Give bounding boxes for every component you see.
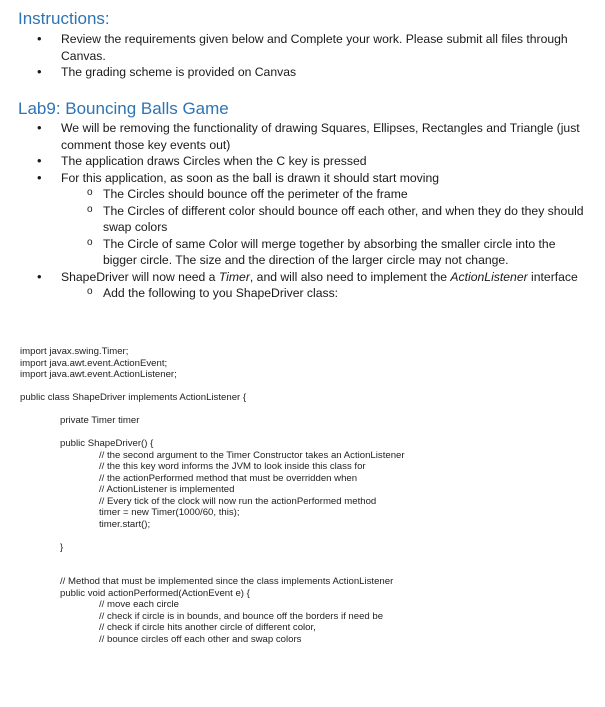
code-line-comment: // check if circle hits another circle of different color, (99, 622, 316, 633)
code-line-timer-field: private Timer timer (60, 415, 140, 426)
code-line-comment: // the actionPerformed method that must be overridden when (99, 472, 358, 484)
code-blank (20, 381, 600, 393)
instructions-bullet-1: • Review the requirements given below and Complete your work. Please submit all files through Canvas. (0, 31, 590, 64)
code-line-timer-start: timer.start(); (99, 518, 151, 530)
subreq-merge-same-color: o The Circle of same Color will merge together by absorbing the smaller circle into the bigger circle. The size and the direction of the larger circle may not change. (0, 236, 590, 269)
timer-text-mid: , and will also need to implement the (249, 269, 451, 284)
requirement-ball-moving: • For this application, as soon as the ball is drawn it should start moving (0, 170, 590, 187)
instructions-bullet-2: • The grading scheme is provided on Canvas (0, 64, 590, 81)
subreq-bounce-perimeter: o The Circles should bounce off the perimeter of the frame (0, 186, 590, 203)
code-blank (20, 404, 600, 416)
code-line-constructor: public ShapeDriver() { (60, 438, 154, 449)
lab-heading: Lab9: Bouncing Balls Game (18, 99, 229, 118)
code-line-comment: // check if circle is in bounds, and bounce off the borders if need be (99, 610, 384, 622)
instructions-list (0, 31, 590, 81)
code-line-class-declaration: public class ShapeDriver implements ActionListener { (20, 392, 247, 403)
code-blank (20, 565, 600, 577)
code-line-comment: // the this key word informs the JVM to look inside this class for (99, 461, 366, 472)
code-line-comment: // ActionListener is implemented (99, 484, 235, 495)
code-line-method-comment: // Method that must be implemented since the class implements ActionListener (60, 576, 394, 587)
timer-term: Timer (218, 269, 250, 284)
code-line-import-actionlistener: import java.awt.event.ActionListener; (20, 369, 177, 380)
requirement-timer-actionlistener (0, 269, 590, 286)
requirement-draw-circles: • The application draws Circles when the C key is pressed (0, 153, 590, 170)
requirement-remove-shapes: • We will be removing the functionality of drawing Squares, Ellipses, Rectangles and Triangle (just comment those key events out) (0, 120, 590, 153)
code-line-action-performed: public void actionPerformed(ActionEvent e) { (60, 587, 250, 599)
code-line-import-actionevent: import java.awt.event.ActionEvent; (20, 357, 168, 369)
code-line-comment: // the second argument to the Timer Constructor takes an ActionListener (99, 449, 405, 461)
code-block (20, 346, 600, 645)
subreq-bounce-swap-colors: o The Circles of different color should bounce off each other, and when they do they should swap colors (0, 203, 590, 236)
code-line-comment: // bounce circles off each other and swap colors (99, 633, 302, 645)
code-blank (20, 530, 600, 542)
code-line-constructor-close: } (60, 541, 64, 553)
code-line-import-timer: import javax.swing.Timer; (20, 346, 129, 357)
code-blank (20, 427, 600, 439)
subreq-add-to-shapedriver: o Add the following to you ShapeDriver class: (0, 285, 590, 302)
instructions-heading: Instructions: (18, 9, 110, 28)
code-line-timer-new: timer = new Timer(1000/60, this); (99, 507, 240, 518)
code-blank (20, 553, 600, 565)
code-line-comment: // Every tick of the clock will now run the actionPerformed method (99, 495, 377, 507)
timer-text-post: interface (527, 269, 578, 284)
actionlistener-term: ActionListener (450, 269, 528, 284)
lab-requirements-list (0, 120, 590, 302)
code-line-comment: // move each circle (99, 599, 179, 610)
timer-text-pre: ShapeDriver will now need a (61, 269, 219, 284)
